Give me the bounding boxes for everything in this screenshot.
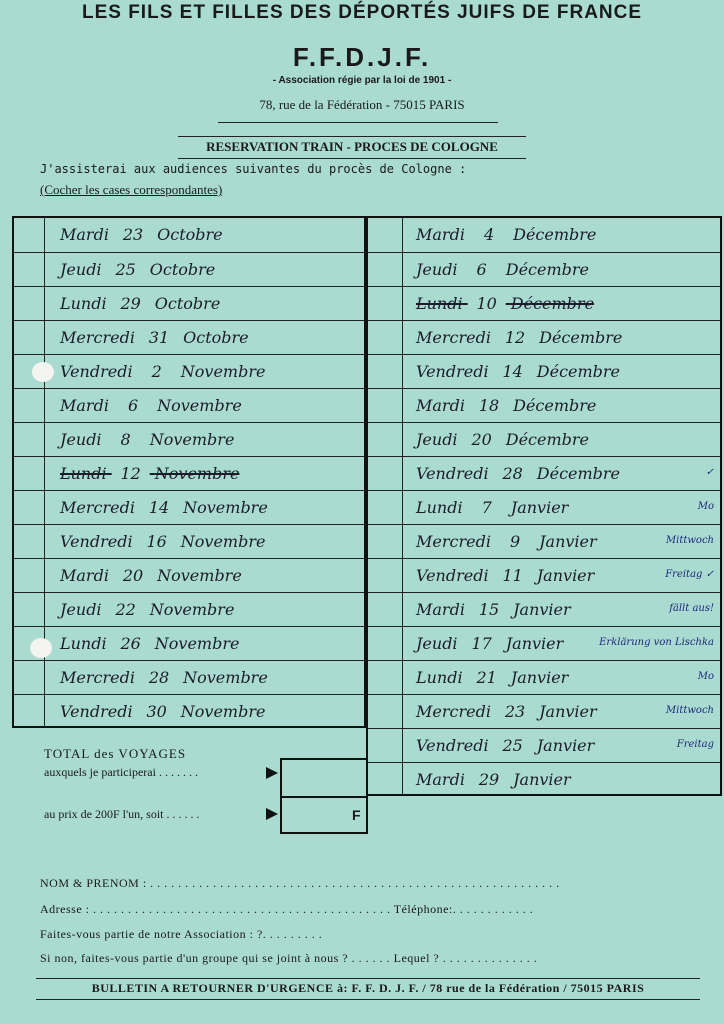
date-number: 15 [478,600,500,619]
date-entry [60,668,268,687]
date-number: 14 [148,498,170,517]
date-day: Vendredi [416,362,489,381]
total-trips-sublabel: auxquels je participerai . . . . . . . [44,765,198,779]
date-entry [60,532,265,551]
date-month: Novembre [157,396,242,415]
date-entry [60,702,265,721]
date-row [368,728,720,762]
date-number: 9 [509,532,521,551]
date-row [14,286,364,320]
return-instructions-footer: BULLETIN A RETOURNER D'URGENCE à: F. F. D. J. F. / 78 rue de la Fédération / 75015 PARIS [36,978,700,1000]
date-month: Octobre [183,328,249,347]
date-day: Jeudi [60,260,102,279]
date-number: 25 [115,260,136,279]
date-row [14,592,364,626]
date-checkbox[interactable] [14,389,56,423]
date-entry [416,396,596,415]
date-month: Octobre [154,294,221,313]
date-month: Décembre [536,464,621,483]
date-day: Mercredi [60,328,135,347]
date-entry [60,464,239,483]
date-number: 6 [127,396,139,415]
date-row [14,354,364,388]
date-entry [60,396,242,415]
handwritten-note: Freitag [676,739,714,750]
date-checkbox[interactable] [14,423,56,457]
punch-hole [30,638,52,658]
header-divider [218,122,498,123]
date-row [14,660,364,694]
date-month: Novembre [183,498,268,517]
date-day: Lundi [416,498,463,517]
handwritten-note: ✓ [705,467,714,478]
date-entry [416,600,571,619]
date-month: Décembre [505,430,589,449]
total-trips-label: TOTAL des VOYAGES [44,746,187,761]
handwritten-note: Mittwoch [665,535,714,546]
date-checkbox[interactable] [368,729,412,763]
date-checkbox[interactable] [368,423,412,457]
date-month: Décembre [513,225,597,244]
date-number: 25 [502,736,523,755]
date-number: 17 [471,634,492,653]
price-label: au prix de 200F l'un, soit . . . . . . [44,807,200,821]
date-entry [60,260,215,279]
date-checkbox[interactable] [14,253,56,287]
date-month: Novembre [180,702,266,721]
date-number: 28 [502,464,523,483]
date-number: 4 [483,225,495,244]
date-day: Jeudi [416,430,458,449]
date-day: Mardi [416,600,465,619]
date-entry [60,600,234,619]
date-day: Vendredi [416,566,489,585]
date-number: 31 [148,328,170,347]
date-entry [60,430,234,449]
date-row [368,388,720,422]
handwritten-note: Mo [697,671,714,682]
date-entry [416,225,596,244]
date-day: Jeudi [60,430,102,449]
group-field[interactable] [40,951,700,966]
date-entry [416,362,620,381]
date-row [14,456,364,490]
date-checkbox[interactable] [368,218,412,252]
date-checkbox[interactable] [14,457,56,491]
date-checkbox[interactable] [368,287,412,321]
date-entry [416,702,597,721]
currency-symbol: F [352,807,361,823]
total-trips-input[interactable] [280,758,368,798]
date-month: Décembre [505,260,589,279]
date-checkbox[interactable] [368,763,412,797]
date-checkbox[interactable] [368,593,412,627]
date-month: Novembre [180,532,266,551]
date-checkbox[interactable] [14,218,56,252]
form-intro: J'assisterai aux audiences suivantes du procès de Cologne : [40,162,467,176]
date-month: Décembre [513,396,597,415]
date-row [14,558,364,592]
date-row [368,762,720,796]
arrow-icon [266,808,278,820]
date-entry [416,770,571,789]
date-day: Mardi [60,566,109,585]
date-entry [416,430,589,449]
date-number: 20 [122,566,144,585]
date-number: 23 [122,225,144,244]
left-date-table [12,216,366,728]
date-number: 30 [146,702,167,721]
handwritten-note: Mo [697,501,714,512]
date-month: Octobre [157,225,223,244]
date-entry [60,498,268,517]
date-row [368,660,720,694]
date-month: Janvier [536,566,595,585]
date-day: Mardi [60,225,109,244]
date-month: Janvier [510,498,569,517]
date-entry [416,498,568,517]
date-month: Décembre [539,328,623,347]
address-field[interactable] [40,902,700,917]
date-day: Mercredi [60,498,135,517]
date-day: Mardi [60,396,109,415]
date-checkbox[interactable] [14,695,56,729]
date-number: 26 [120,634,141,653]
date-day: Vendredi [60,532,133,551]
date-number: 7 [481,498,492,517]
date-row [368,252,720,286]
date-month: Janvier [505,634,564,653]
date-entry [60,566,242,585]
date-row [14,626,364,660]
date-month: Janvier [539,702,597,721]
date-number: 23 [504,702,526,721]
date-day: Mercredi [416,328,491,347]
date-row [14,524,364,558]
form-title: RESERVATION TRAIN - PROCES DE COLOGNE [178,136,526,159]
date-day: Mardi [416,770,465,789]
date-day: Vendredi [60,702,133,721]
date-number: 14 [502,362,523,381]
date-number: 6 [476,260,487,279]
date-day: Lundi [60,634,107,653]
date-checkbox[interactable] [368,627,412,661]
date-row [368,286,720,320]
group-field-label: Si non, faites-vous partie d'un groupe qui se joint à nous ? . . . . . . Lequel ? . . . . . . . . . . . . . . [40,951,538,965]
date-row [368,218,720,252]
date-number: 29 [120,294,141,313]
date-row [368,354,720,388]
date-month: Novembre [154,464,240,483]
address-field-label: Adresse : . . . . . . . . . . . . . . . . . . . . . . . . . . . . . . . . . . . . . . . . . . . Téléphone:. . . . . . . . . . . . [40,902,534,916]
date-row [14,490,364,524]
date-entry [416,736,594,755]
date-number: 8 [120,430,131,449]
date-checkbox[interactable] [14,559,56,593]
date-day: Mercredi [416,702,491,721]
date-checkbox[interactable] [368,695,412,729]
date-row [368,320,720,354]
date-number: 20 [471,430,492,449]
arrow-icon [266,767,278,779]
name-field[interactable] [40,876,700,891]
date-month: Novembre [180,362,266,381]
date-checkbox[interactable] [14,287,56,321]
date-day: Lundi [60,294,107,313]
date-row [368,558,720,592]
date-checkbox[interactable] [14,525,56,559]
date-month: Novembre [183,668,268,687]
date-row [368,490,720,524]
handwritten-note: Erklärung von Lischka [599,637,714,648]
right-date-table [366,216,722,796]
date-month: Janvier [539,532,597,551]
date-entry [416,566,594,585]
date-checkbox[interactable] [368,525,412,559]
date-number: 21 [476,668,497,687]
date-day: Vendredi [60,362,133,381]
date-number: 2 [151,362,162,381]
date-number: 12 [120,464,141,483]
date-day: Mardi [416,225,465,244]
date-row [14,218,364,252]
date-day: Jeudi [416,634,458,653]
date-month: Novembre [154,634,240,653]
date-checkbox[interactable] [368,355,412,389]
date-day: Lundi [60,464,107,483]
date-month: Janvier [513,770,571,789]
date-row [14,694,364,728]
date-row [14,320,364,354]
date-day: Mercredi [416,532,491,551]
date-checkbox[interactable] [368,457,412,491]
date-entry [416,294,594,313]
date-month: Janvier [510,668,569,687]
handwritten-note: Mittwoch [665,705,714,716]
date-row [368,456,720,490]
date-number: 10 [476,294,497,313]
date-month: Novembre [157,566,242,585]
org-address: 78, rue de la Fédération - 75015 PARIS [259,97,465,112]
date-month: Janvier [536,736,595,755]
name-field-label: NOM & PRENOM : . . . . . . . . . . . . . . . . . . . . . . . . . . . . . . . . . . . . . . . . . . . . . . . . . . . . . . . . . . . [40,876,560,890]
date-entry [416,260,589,279]
date-number: 16 [146,532,167,551]
date-entry [60,328,249,347]
date-row [368,524,720,558]
org-acronym: F.F.D.J.F. [292,42,432,72]
date-month: Décembre [536,362,621,381]
org-name: LES FILS ET FILLES DES DÉPORTÉS JUIFS DE FRANCE [81,2,643,23]
date-month: Novembre [149,430,235,449]
date-month: Janvier [513,600,571,619]
date-checkbox[interactable] [368,253,412,287]
date-checkbox[interactable] [14,321,56,355]
date-day: Mercredi [60,668,135,687]
date-checkbox[interactable] [368,389,412,423]
date-checkbox[interactable] [368,321,412,355]
date-entry [416,464,620,483]
date-entry [60,362,265,381]
date-number: 18 [478,396,500,415]
date-day: Vendredi [416,736,489,755]
date-checkbox[interactable] [368,661,412,695]
date-number: 22 [115,600,136,619]
date-checkbox[interactable] [14,491,56,525]
date-day: Mardi [416,396,465,415]
date-entry [416,328,622,347]
date-row [368,626,720,660]
punch-hole [32,362,54,382]
legal-status: - Association régie par la loi de 1901 - [272,75,452,86]
date-row [368,694,720,728]
date-day: Jeudi [416,260,458,279]
date-row [14,422,364,456]
membership-field-label: Faites-vous partie de notre Association : ?. . . . . . . . . [40,927,323,941]
date-entry [416,634,563,653]
date-checkbox[interactable] [14,593,56,627]
membership-field[interactable] [40,927,700,942]
date-entry [416,532,597,551]
handwritten-note: fällt aus! [669,603,714,614]
date-month: Décembre [510,294,595,313]
date-day: Lundi [416,294,463,313]
date-number: 12 [504,328,526,347]
date-row [14,388,364,422]
date-number: 28 [148,668,170,687]
date-checkbox[interactable] [14,661,56,695]
date-entry [60,634,239,653]
date-checkbox[interactable] [368,559,412,593]
handwritten-note: Freitag ✓ [665,569,714,580]
date-checkbox[interactable] [368,491,412,525]
date-day: Jeudi [60,600,102,619]
date-day: Vendredi [416,464,489,483]
date-entry [60,225,223,244]
date-number: 29 [478,770,500,789]
date-month: Octobre [149,260,216,279]
date-row [368,592,720,626]
date-row [368,422,720,456]
date-entry [60,294,220,313]
date-row [14,252,364,286]
date-month: Novembre [149,600,235,619]
date-day: Lundi [416,668,463,687]
date-number: 11 [502,566,523,585]
form-instruction: (Cocher les cases correspondantes) [40,182,223,197]
date-entry [416,668,568,687]
